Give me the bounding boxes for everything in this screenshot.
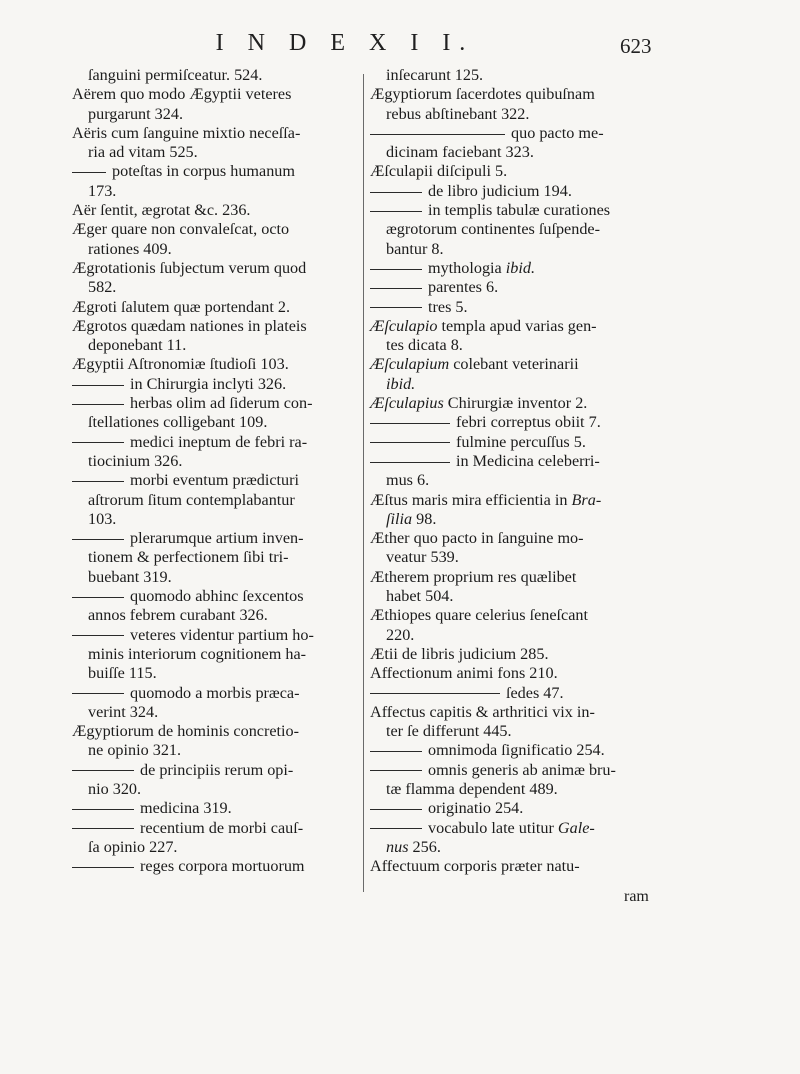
index-line-text: ægrotorum continentes ſuſpende-: [386, 220, 600, 239]
index-line-text: ſedes 47.: [506, 683, 564, 702]
ditto-rule: [370, 462, 450, 463]
index-line-text: bantur 8.: [386, 239, 444, 258]
ditto-rule: [72, 442, 124, 443]
index-line: [370, 568, 655, 587]
italic-term: Æſculapium: [370, 355, 450, 374]
index-line-text: 103.: [88, 509, 117, 528]
index-line-text: parentes 6.: [428, 278, 499, 297]
index-line: [370, 548, 655, 567]
index-line-text: annos febrem curabant 326.: [88, 606, 268, 625]
index-line: [72, 471, 357, 490]
ditto-rule: [370, 442, 450, 443]
index-line-text: ter ſe differunt 445.: [386, 722, 512, 741]
index-line: [370, 838, 655, 857]
index-line: [72, 838, 357, 857]
ditto-rule: [370, 751, 422, 752]
index-line-text: Affectuum corporis præter natu-: [370, 857, 580, 876]
index-line: [72, 452, 357, 471]
index-line: [370, 626, 655, 645]
ditto-rule: [72, 828, 134, 829]
index-line-text: aſtrorum ſitum contemplabantur: [88, 490, 295, 509]
catchword: ram: [624, 888, 649, 905]
index-line-text: purgarunt 324.: [88, 104, 184, 123]
index-line: [72, 491, 357, 510]
index-line-text: tionem & perfectionem ſibi tri-: [88, 548, 289, 567]
index-line: [370, 375, 655, 394]
index-line-text: colebant veterinarii: [453, 355, 579, 374]
italic-term: Gale-: [557, 818, 595, 837]
index-line-text: 220.: [386, 625, 415, 644]
index-line-text: verint 324.: [88, 702, 159, 721]
index-line-text: de libro judicium 194.: [428, 181, 572, 200]
index-line: [72, 780, 357, 799]
index-line: [72, 375, 357, 394]
italic-term: ibid.: [505, 258, 536, 277]
running-head-title: I N D E X I I.: [215, 30, 475, 56]
index-line: [72, 761, 357, 780]
index-line: [72, 182, 357, 201]
index-line-text: tæ flamma dependent 489.: [386, 779, 558, 798]
index-line-text: ſtellationes colligebant 109.: [88, 413, 268, 432]
index-line: [370, 722, 655, 741]
index-line: [370, 433, 655, 452]
index-line-text: medici ineptum de febri ra-: [130, 432, 308, 451]
index-line: [370, 703, 655, 722]
index-line-text: Ægrotationis ſubjectum verum quod: [72, 258, 307, 277]
index-line: [72, 664, 357, 683]
index-line-text: veteres videntur partium ho-: [130, 625, 314, 644]
ditto-rule: [370, 269, 422, 270]
index-line-text: tes dicata 8.: [386, 336, 463, 355]
index-line: [370, 259, 655, 278]
index-line-text: ne opinio 321.: [88, 741, 182, 760]
index-line: [370, 317, 655, 336]
index-line-text: buiſſe 115.: [88, 664, 157, 683]
index-line: [72, 259, 357, 278]
index-line: [370, 298, 655, 317]
index-line-text: deponebant 11.: [88, 336, 187, 355]
index-line-text: Æthiopes quare celerius ſeneſcant: [370, 606, 588, 625]
ditto-rule: [72, 693, 124, 694]
index-line-text: poteſtas in corpus humanum: [112, 162, 295, 181]
ditto-rule: [370, 693, 500, 694]
index-line: [72, 413, 357, 432]
index-line: [370, 587, 655, 606]
ditto-rule: [370, 307, 422, 308]
index-line: [72, 317, 357, 336]
italic-term: Æſculapio: [370, 316, 438, 335]
ditto-rule: [370, 211, 422, 212]
index-line: [72, 626, 357, 645]
index-line: [72, 645, 357, 664]
ditto-rule: [72, 481, 124, 482]
index-line: [72, 240, 357, 259]
index-line: [370, 85, 655, 104]
index-line: [370, 124, 655, 143]
index-line-text: dicinam faciebant 323.: [386, 143, 534, 162]
index-line: [370, 799, 655, 818]
index-line: [72, 722, 357, 741]
ditto-rule: [370, 288, 422, 289]
index-line: [370, 510, 655, 529]
ditto-rule: [72, 404, 124, 405]
index-line-text: Aëris cum ſanguine mixtio neceſſa-: [72, 123, 301, 142]
index-line-text: febri correptus obiit 7.: [456, 413, 601, 432]
index-line: [72, 394, 357, 413]
index-line-text: Ægrotos quædam nationes in plateis: [72, 316, 307, 335]
index-line-text: Æther quo pacto in ſanguine mo-: [370, 529, 584, 548]
index-line: [370, 684, 655, 703]
index-line-text: tiocinium 326.: [88, 451, 183, 470]
ditto-rule: [370, 423, 450, 424]
index-line-text: minis interiorum cognitionem ha-: [88, 644, 307, 663]
ditto-rule: [72, 385, 124, 386]
index-line-text: Ægyptii Aſtronomiæ ſtudioſi 103.: [72, 355, 289, 374]
index-line-text: Ægyptiorum ſacerdotes quibuſnam: [370, 85, 595, 104]
index-line: [72, 568, 357, 587]
index-line-text: medicina 319.: [140, 799, 232, 818]
index-line-text: 173.: [88, 181, 117, 200]
index-line-text: 582.: [88, 278, 117, 297]
index-line: [370, 355, 655, 374]
index-line: [72, 606, 357, 625]
index-line: [370, 240, 655, 259]
index-line: [72, 548, 357, 567]
index-line: [370, 857, 655, 876]
italic-term: Bra-: [571, 490, 602, 509]
index-line: [72, 298, 357, 317]
ditto-rule: [72, 539, 124, 540]
index-line-text: habet 504.: [386, 587, 454, 606]
index-line: [72, 201, 357, 220]
index-line-text: ſa opinio 227.: [88, 837, 178, 856]
index-line: [72, 143, 357, 162]
italic-term: nus: [386, 837, 409, 856]
index-line-text: Affectionum animi fons 210.: [370, 664, 558, 683]
index-line: [72, 336, 357, 355]
index-line: [370, 413, 655, 432]
index-line-text: in Medicina celeberri-: [456, 451, 600, 470]
index-line: [72, 85, 357, 104]
index-line-text: buebant 319.: [88, 567, 172, 586]
italic-term: Æſculapius: [370, 394, 444, 413]
index-line-text: inſecarunt 125.: [386, 66, 484, 84]
italic-term: ibid.: [386, 374, 416, 393]
index-line-text: 98.: [416, 509, 437, 528]
index-line-text: quo pacto me-: [511, 123, 604, 142]
index-line: [72, 703, 357, 722]
index-line-text: rationes 409.: [88, 239, 172, 258]
index-line: [370, 394, 655, 413]
index-line: [370, 182, 655, 201]
index-line: [72, 587, 357, 606]
index-line-text: vocabulo late utitur: [428, 818, 554, 837]
index-line-text: mus 6.: [386, 471, 430, 490]
index-line-text: Aër ſentit, ægrotat &c. 236.: [72, 201, 251, 220]
index-line-text: rebus abſtinebant 322.: [386, 104, 530, 123]
index-line: [370, 819, 655, 838]
index-line: [370, 201, 655, 220]
italic-term: ſilia: [386, 509, 413, 528]
ditto-rule: [370, 809, 422, 810]
page-number: 623: [620, 34, 652, 58]
index-line-text: nio 320.: [88, 779, 142, 798]
index-line: [72, 510, 357, 529]
index-line-text: Affectus capitis & arthritici vix in-: [370, 702, 595, 721]
index-line-text: fulmine percuſſus 5.: [456, 432, 586, 451]
index-line-text: recentium de morbi cauſ-: [140, 818, 304, 837]
index-line: [72, 355, 357, 374]
index-line-text: Ætherem proprium res quælibet: [370, 567, 577, 586]
index-line: [370, 105, 655, 124]
index-line-text: omnis generis ab animæ bru-: [428, 760, 616, 779]
index-line-text: in Chirurgia inclyti 326.: [130, 374, 287, 393]
index-line-text: Ægroti ſalutem quæ portendant 2.: [72, 297, 291, 316]
index-line-text: Ægyptiorum de hominis concretio-: [72, 722, 300, 741]
index-line: [370, 471, 655, 490]
right-index-column: [370, 66, 655, 876]
index-line-text: omnimoda ſignificatio 254.: [428, 741, 605, 760]
index-line-text: Ætii de libris judicium 285.: [370, 644, 549, 663]
index-line-text: 256.: [412, 837, 441, 856]
index-line: [370, 606, 655, 625]
index-line-text: plerarumque artium inven-: [130, 529, 304, 548]
ditto-rule: [72, 172, 106, 173]
index-line: [72, 857, 357, 876]
ditto-rule: [72, 635, 124, 636]
index-line: [370, 645, 655, 664]
index-line: [370, 143, 655, 162]
index-line-text: tres 5.: [428, 297, 468, 316]
index-line-text: originatio 254.: [428, 799, 524, 818]
index-line: [72, 220, 357, 239]
left-index-column: [72, 66, 357, 876]
index-line: [370, 780, 655, 799]
index-line-text: Æſculapii diſcipuli 5.: [370, 162, 508, 181]
column-divider: [363, 74, 364, 892]
index-line-text: quomodo abhinc ſexcentos: [130, 587, 304, 606]
index-line: [72, 66, 357, 85]
ditto-rule: [72, 809, 134, 810]
index-line: [72, 162, 357, 181]
ditto-rule: [72, 867, 134, 868]
index-line: [370, 66, 655, 85]
index-line-text: Æger quare non convaleſcat, octo: [72, 220, 290, 239]
index-line-text: in templis tabulæ curationes: [428, 201, 611, 220]
index-line: [72, 684, 357, 703]
index-line-text: ria ad vitam 525.: [88, 143, 198, 162]
index-line: [72, 433, 357, 452]
index-line-text: Aërem quo modo Ægyptii veteres: [72, 85, 292, 104]
index-line: [370, 741, 655, 760]
index-line: [72, 124, 357, 143]
index-line: [72, 799, 357, 818]
index-line: [370, 336, 655, 355]
index-line: [370, 491, 655, 510]
ditto-rule: [370, 828, 422, 829]
index-line: [370, 278, 655, 297]
index-line: [370, 664, 655, 683]
index-line-text: Chirurgiæ inventor 2.: [447, 394, 588, 413]
index-line-text: ſanguini permiſceatur. 524.: [88, 66, 263, 84]
ditto-rule: [72, 597, 124, 598]
index-line: [370, 220, 655, 239]
index-line: [370, 162, 655, 181]
index-line-text: reges corpora mortuorum: [140, 857, 305, 876]
index-line: [72, 105, 357, 124]
index-line: [72, 278, 357, 297]
index-line-text: morbi eventum prædicturi: [130, 471, 300, 490]
index-line-text: de principiis rerum opi-: [140, 760, 294, 779]
index-line: [370, 761, 655, 780]
index-line: [72, 741, 357, 760]
index-line: [370, 529, 655, 548]
ditto-rule: [72, 770, 134, 771]
index-line: [72, 819, 357, 838]
index-line-text: Æſtus maris mira efficientia in: [370, 490, 568, 509]
index-line: [370, 452, 655, 471]
ditto-rule: [370, 770, 422, 771]
ditto-rule: [370, 192, 422, 193]
index-line-text: herbas olim ad ſiderum con-: [130, 394, 313, 413]
index-line-text: quomodo a morbis præca-: [130, 683, 300, 702]
index-line: [72, 529, 357, 548]
index-line-text: veatur 539.: [386, 548, 459, 567]
ditto-rule: [370, 134, 505, 135]
index-line-text: mythologia: [428, 258, 502, 277]
index-line-text: templa apud varias gen-: [441, 316, 597, 335]
